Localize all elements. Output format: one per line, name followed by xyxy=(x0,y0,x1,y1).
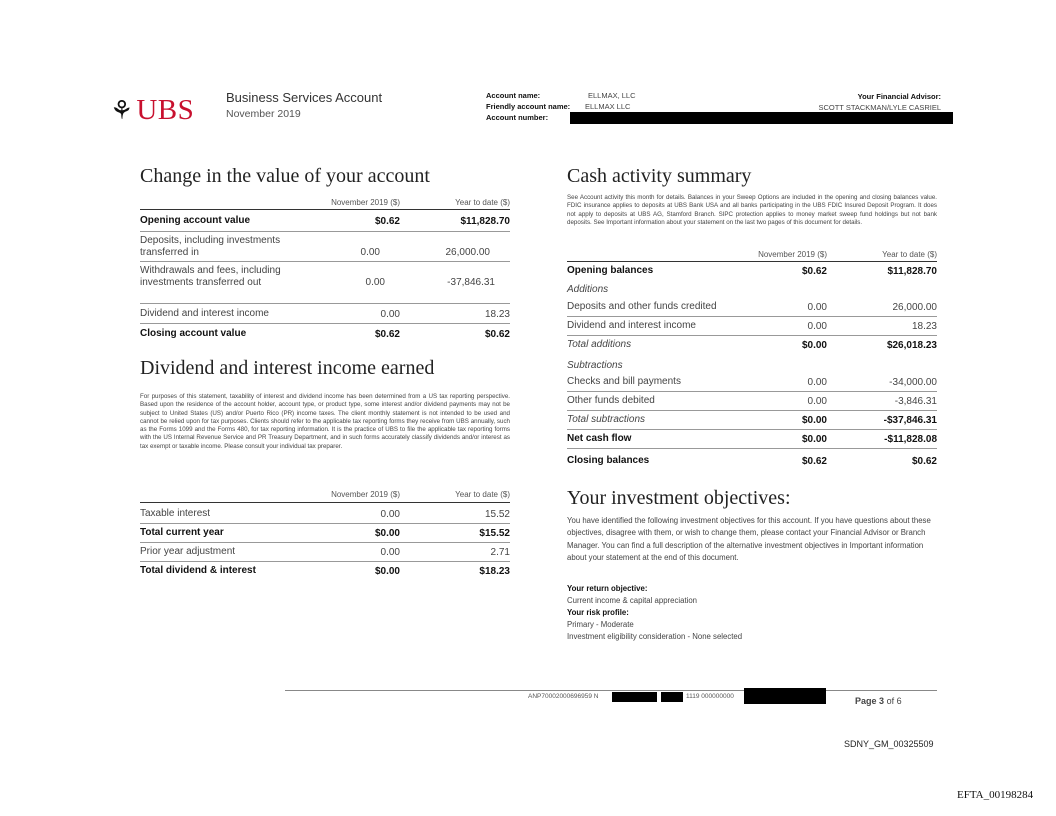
ubs-logo xyxy=(110,92,210,128)
advisor-label: Your Financial Advisor: xyxy=(857,92,941,101)
friendly-name-value: ELLMAX LLC xyxy=(585,102,631,111)
account-type-title: Business Services Account xyxy=(226,90,383,105)
change-value-col-headers xyxy=(140,198,510,207)
footer-code-2: 1119 000000000 xyxy=(686,693,734,700)
footer-rule xyxy=(285,690,937,691)
statement-month: November 2019 xyxy=(226,108,301,120)
table-row: Other funds debited 0.00 -3,846.31 xyxy=(567,395,937,407)
dividend-section xyxy=(140,357,510,582)
table-row: Taxable interest 0.00 15.52 xyxy=(140,508,510,520)
change-value-section xyxy=(140,165,510,345)
table-row: Closing balances $0.62 $0.62 xyxy=(567,455,937,467)
account-number-redaction xyxy=(570,112,953,124)
table-row: Deposits and other funds credited 0.00 26,000.00 xyxy=(567,301,937,313)
table-row: Checks and bill payments 0.00 -34,000.00 xyxy=(567,376,937,388)
ubs-wordmark: UBS xyxy=(136,93,195,126)
table-row: Opening balances $0.62 $11,828.70 xyxy=(567,265,937,277)
eligibility-note: Investment eligibility consideration - None selected xyxy=(567,632,743,641)
cash-activity-note: See Account activity this month for details. Balances in your Sweep Options are included in the opening and closing balances value. FDIC insurance applies to deposits at UBS Bank USA and all banks participating in the UBS FDIC Insured Deposit Program. It does not apply to deposits at UBS AG, Stamford Branch. SIPC protection applies to money market sweep fund holdings but not bank deposits. See Important information about your statement on the last two pages of this document for details. xyxy=(567,194,937,226)
efta-number: EFTA_00198284 xyxy=(957,789,1034,801)
account-number-label: Account number: xyxy=(486,113,549,122)
friendly-name-label: Friendly account name: xyxy=(486,102,571,111)
account-name-value: ELLMAX, LLC xyxy=(588,91,636,100)
page-number: Page 3 of 6 xyxy=(855,696,902,706)
objectives-intro: You have identified the following investment objectives for this account. If you have questions about these objectives, disagree with them, or wish to change them, please contact your Financial Advisor or Branch Manager. You can find a full description of the alternative investment objectives in Important information about your statement at the end of this document. xyxy=(567,516,931,563)
additions-label: Additions xyxy=(567,284,609,295)
table-row: Deposits, including investments transferred in 0.00 26,000.00 xyxy=(140,235,490,258)
table-row: Withdrawals and fees, including investments transferred out 0.00 -37,846.31 xyxy=(140,265,495,288)
table-row: Total dividend & interest $0.00 $18.23 xyxy=(140,565,510,577)
advisor-names: SCOTT STACKMAN/LYLE CASRIEL xyxy=(818,103,941,112)
cash-col-headers: November 2019 ($) Year to date ($) xyxy=(758,250,937,259)
table-row: Total current year $0.00 $15.52 xyxy=(140,527,510,539)
change-value-title: Change in the value of your account xyxy=(140,165,430,187)
cash-activity-title: Cash activity summary xyxy=(567,165,752,187)
footer-redaction-3 xyxy=(744,688,826,704)
table-row: Closing account value $0.62 $0.62 xyxy=(140,328,510,340)
return-objective-value: Current income & capital appreciation xyxy=(567,596,698,605)
table-row: Net cash flow $0.00 -$11,828.08 xyxy=(567,433,937,445)
objectives-section xyxy=(567,487,937,647)
bates-number: SDNY_GM_00325509 xyxy=(844,739,934,749)
dividend-col-headers: November 2019 ($) Year to date ($) xyxy=(331,490,510,499)
cash-activity-section xyxy=(567,165,937,475)
footer-redaction-1 xyxy=(612,692,657,702)
footer-redaction-2 xyxy=(661,692,683,702)
dividend-title: Dividend and interest income earned xyxy=(140,357,435,379)
footer-code: ANP70002000696959 N xyxy=(528,693,599,700)
table-row: Prior year adjustment 0.00 2.71 xyxy=(140,546,510,558)
col-month-header: November 2019 ($) xyxy=(331,198,400,207)
risk-profile-label: Your risk profile: xyxy=(567,608,629,617)
table-row: Dividend and interest income 0.00 18.23 xyxy=(140,308,510,320)
ubs-keys-icon: ⚘ xyxy=(110,95,134,125)
table-row: Dividend and interest income 0.00 18.23 xyxy=(567,320,937,332)
col-ytd-header: Year to date ($) xyxy=(455,198,510,207)
table-row: Total additions $0.00 $26,018.23 xyxy=(567,339,937,351)
table-row: Opening account value $0.62 $11,828.70 xyxy=(140,215,510,227)
subtractions-label: Subtractions xyxy=(567,360,623,371)
objectives-title: Your investment objectives: xyxy=(567,487,791,509)
table-row: Total subtractions $0.00 -$37,846.31 xyxy=(567,414,937,426)
account-name-label: Account name: xyxy=(486,91,541,100)
return-objective-label: Your return objective: xyxy=(567,584,648,593)
dividend-disclaimer: For purposes of this statement, taxability of interest and dividend income has been determined from a US tax reporting perspective. Based upon the residence of the account holder, account type, or product type, some interest and/or dividend payments may not be subject to United States (US) and/or Puerto Rico (PR) income taxes. The client monthly statement is not intended to be used and cannot be relied upon for tax purposes. Clients should refer to the applicable tax reporting forms they receive from UBS annually, such as the Forms 1099 and the Forms 480, for tax reporting information. It is the practice of UBS to file the applicable tax reporting forms with the US Internal Revenue Service and PR Treasury Department, and in such forms accurately classify dividends and/or interest as tax exempt or taxable income. Please consult your individual tax preparer. xyxy=(140,393,510,450)
risk-profile-value: Primary - Moderate xyxy=(567,620,634,629)
